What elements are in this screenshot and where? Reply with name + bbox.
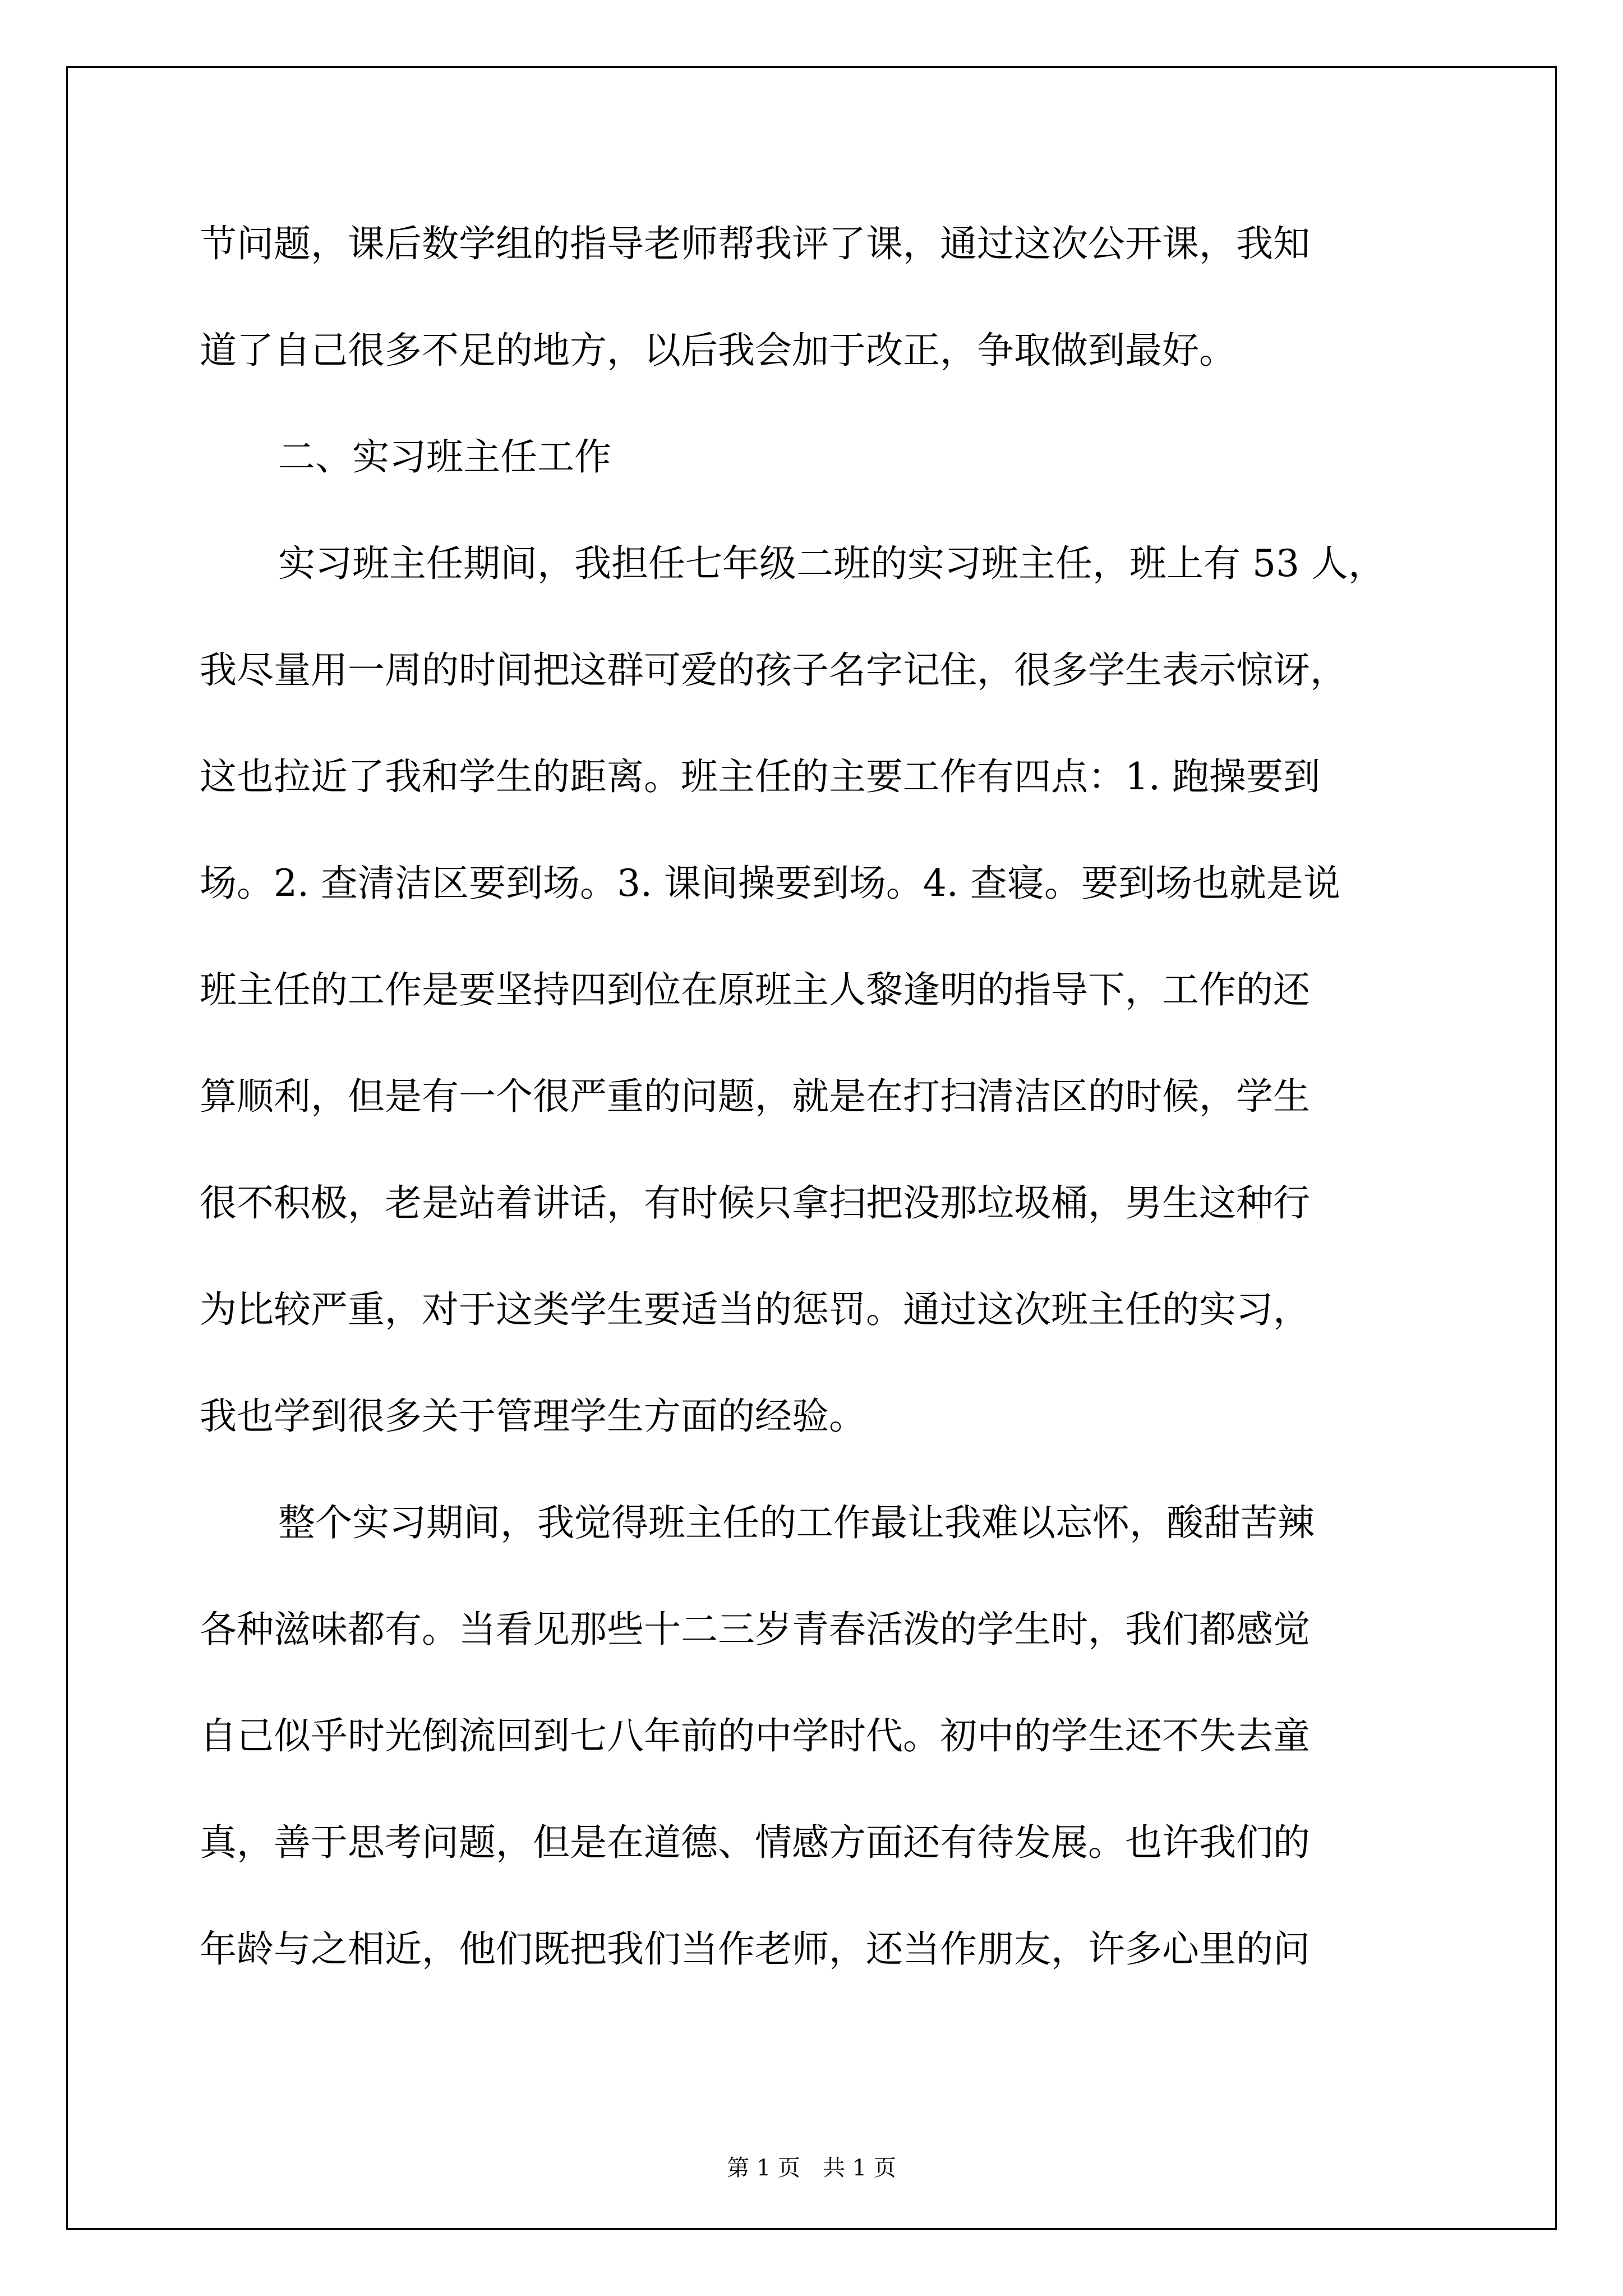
text-line: 道了自己很多不足的地方，以后我会加于改正，争取做到最好。: [200, 329, 1236, 372]
text-line: 班主任的工作是要坚持四到位在原班主人黎逢明的指导下，工作的还: [200, 968, 1310, 1011]
section-heading: 二、实习班主任工作: [278, 435, 611, 478]
text-line: 自己似乎时光倒流回到七八年前的中学时代。初中的学生还不失去童: [200, 1714, 1310, 1757]
text-line: 场。2. 查清洁区要到场。3. 课间操要到场。4. 查寝。要到场也就是说: [200, 862, 1340, 905]
text-line: 实习班主任期间，我担任七年级二班的实习班主任，班上有 53 人，: [278, 542, 1385, 585]
text-line: 各种滋味都有。当看见那些十二三岁青春活泼的学生时，我们都感觉: [200, 1608, 1310, 1651]
text-line: 整个实习期间，我觉得班主任的工作最让我难以忘怀，酸甜苦辣: [278, 1501, 1315, 1544]
text-line: 为比较严重，对于这类学生要适当的惩罚。通过这次班主任的实习，: [200, 1288, 1310, 1331]
text-line: 节问题，课后数学组的指导老师帮我评了课，通过这次公开课，我知: [200, 222, 1310, 265]
text-line: 很不积极，老是站着讲话，有时候只拿扫把没那垃圾桶，男生这种行: [200, 1181, 1310, 1225]
document-body: [200, 191, 1433, 2003]
text-line: 这也拉近了我和学生的距离。班主任的主要工作有四点：1. 跑操要到: [200, 755, 1320, 798]
page-number-footer: 第 1 页 共 1 页: [727, 2155, 896, 2181]
text-line: 我尽量用一周的时间把这群可爱的孩子名字记住，很多学生表示惊讶，: [200, 648, 1347, 692]
text-line: 年龄与之相近，他们既把我们当作老师，还当作朋友，许多心里的问: [200, 1927, 1310, 1971]
text-line: 真，善于思考问题，但是在道德、情感方面还有待发展。也许我们的: [200, 1821, 1310, 1864]
text-line: 我也学到很多关于管理学生方面的经验。: [200, 1395, 866, 1438]
text-line: 算顺利，但是有一个很严重的问题，就是在打扫清洁区的时候，学生: [200, 1075, 1310, 1118]
